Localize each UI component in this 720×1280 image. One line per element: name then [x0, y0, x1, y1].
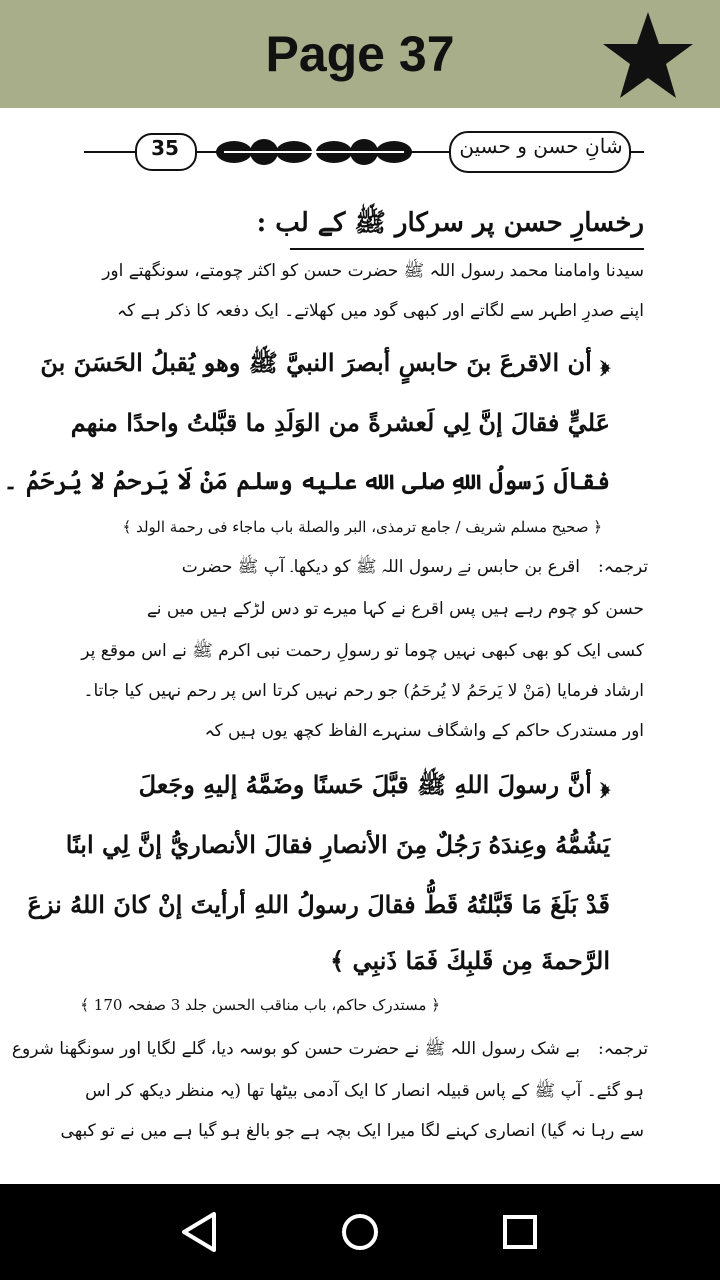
home-icon[interactable]: [328, 1200, 392, 1264]
running-head: شانِ حسن و حسین: [459, 134, 623, 158]
heading-underline: [290, 248, 644, 250]
star-icon[interactable]: [600, 8, 696, 104]
intro-line-2: اپنے صدرِ اطہر سے لگاتے اور کبھی گود میں کھلاتے۔ ایک دفعہ کا ذکر ہے کہ: [117, 301, 644, 321]
book-page: [0, 108, 720, 1184]
source-citation-1: ﴿ صحیح مسلم شریف / جامع ترمذی، البر والصلة باب ماجاء فی رحمة الولد ﴾: [122, 518, 602, 536]
translation2-line-2: ہو گئے۔ آپ ﷺ کے پاس قبیلہ انصار کا ایک آدمی بیٹھا تھا (یہ منظر دیکھ کر اس: [85, 1081, 644, 1101]
section-heading: رخسارِ حسن پر سرکار ﷺ کے لب :: [256, 208, 644, 238]
app-toolbar: [0, 0, 720, 108]
translation-line-3: کسی ایک کو بھی کبھی نہیں چوما تو رسولِ رحمت نبی اکرم ﷺ نے اس موقع پر: [81, 641, 644, 661]
page-number: 35: [151, 136, 179, 160]
translation-line-1: اقرع بن حابس نے رسول اللہ ﷺ کو دیکھا۔ آپ ﷺ حضرت: [181, 557, 580, 577]
translation-line-2: حسن کو چوم رہے ہیں پس اقرع نے کہا میرے تو دس لڑکے ہیں میں نے: [146, 599, 644, 619]
system-navigation-bar: [0, 1184, 720, 1280]
arabic-text-line-3: فقالَ رَسولُ اللهِ صلى الله عليه وسلم مَنْ لَا يَرحمُ لا يُرحَمُ ۔: [3, 466, 610, 495]
back-icon[interactable]: [168, 1200, 232, 1264]
intro-line-1: سیدنا وامامنا محمد رسول اللہ ﷺ حضرت حسن کو اکثر چومتے، سونگھتے اور: [102, 261, 644, 281]
arabic-text-line-4: ﴿ أنَّ رسولَ اللهِ ﷺ قبَّلَ حَسنًا وضَمَّهُ إليهِ وجَعلَ: [138, 770, 610, 799]
translation2-line-1: بے شک رسول اللہ ﷺ نے حضرت حسن کو بوسہ دیا، گلے لگایا اور سونگھنا شروع: [11, 1039, 580, 1059]
page-title: Page 37: [265, 26, 455, 82]
source-citation-2: ﴿ مستدرک حاکم، باب مناقب الحسن جلد 3 صفحہ 170 ﴾: [80, 996, 440, 1014]
arabic-text-line-1: ﴿ أن الاقرعَ بنَ حابسٍ أبصرَ النبيَّ ﷺ وهو يُقبلُ الحَسَنَ بنَ: [40, 348, 610, 377]
arabic-text-line-2: عَليٍّ فقالَ إنَّ لِي لَعشرةً من الوَلَدِ ما قبَّلتُ واحدًا منهم: [70, 408, 610, 437]
translation-label: ترجمہ:: [598, 557, 649, 577]
translation-line-4: ارشاد فرمایا (مَنْ لا یَرحَمُ لا یُرحَمُ) جو رحم نہیں کرتا اس پر رحم نہیں کیا جاتا۔: [83, 681, 644, 701]
translation2-line-3: سے رہا نہ گیا) انصاری کہنے لگا میرا ایک بچہ ہے جو بالغ ہو گیا ہے میں نے تو کبھی: [60, 1121, 644, 1141]
arabic-text-line-6: قَدْ بَلَغَ مَا قَبَّلتُهُ قَطُّ فقالَ رسولُ اللهِ أرأيتَ إنْ كانَ اللهُ نزعَ: [27, 890, 610, 919]
arabic-text-line-7: الرَّحمةَ مِن قَلبِكَ فَمَا ذَنبِي ﴾: [330, 946, 610, 975]
translation-label-2: ترجمہ:: [598, 1039, 649, 1059]
recents-icon[interactable]: [488, 1200, 552, 1264]
arabic-text-line-5: يَشُمُّهُ وعِندَهُ رَجُلٌ مِنَ الأنصارِ فقالَ الأنصاريُّ إنَّ لِي ابنًا: [65, 830, 610, 859]
bridge-line: اور مستدرک حاکم کے واشگاف سنہرے الفاظ کچھ یوں ہیں کہ: [204, 721, 644, 741]
